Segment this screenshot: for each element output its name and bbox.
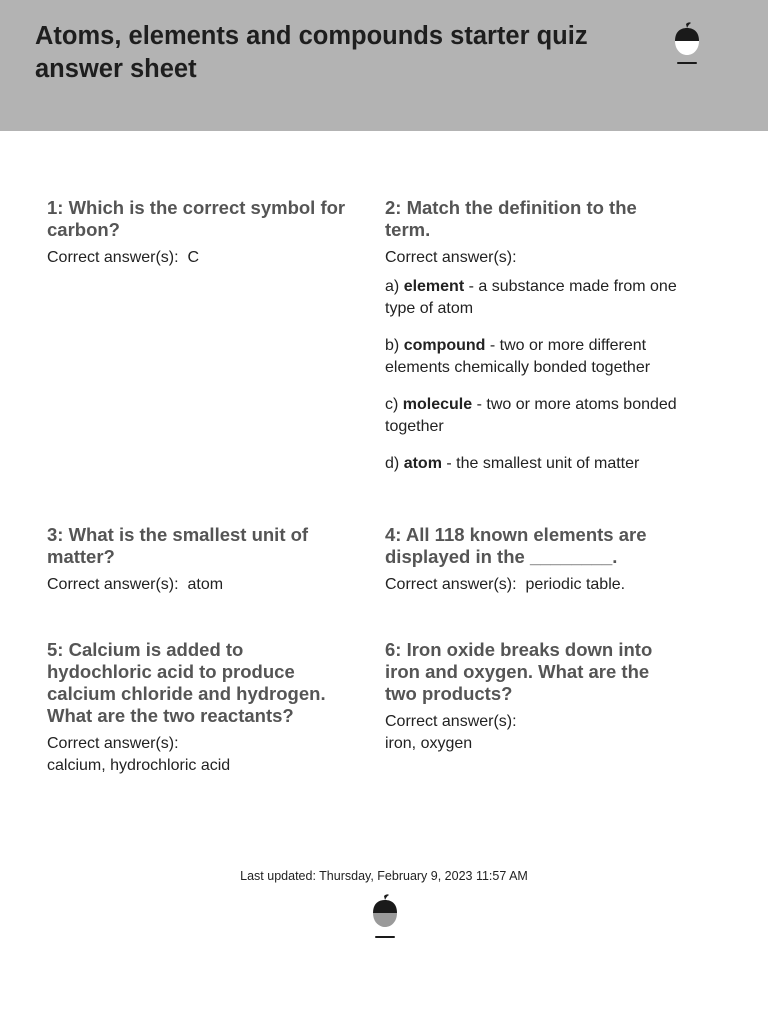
match-term: compound [403, 337, 486, 354]
answer-row [385, 574, 685, 596]
answer-label: Correct answer(s): [47, 249, 179, 266]
match-definition: - a substance made from one type of atom [385, 278, 677, 317]
match-letter: a) [385, 278, 400, 295]
question-1 [47, 197, 347, 269]
answer-label: Correct answer(s): [47, 735, 179, 752]
match-letter: b) [385, 337, 400, 354]
question-title: 6: Iron oxide breaks down into iron and oxygen. What are the two products? [385, 639, 653, 704]
answer-label: Correct answer(s): [385, 576, 517, 593]
question-6 [385, 639, 685, 755]
match-definition: - two or more different elements chemically bonded together [385, 337, 651, 376]
answer-label: Correct answer(s): [47, 576, 179, 593]
answer-value: C [187, 249, 200, 266]
answer-row [47, 247, 347, 269]
question-title: 1: Which is the correct symbol for carbon? [47, 197, 346, 240]
match-letter: d) [385, 455, 400, 472]
question-title: 4: All 118 known elements are displayed in the ________. [385, 524, 647, 567]
acorn-logo-icon [370, 893, 400, 939]
match-definition: - two or more atoms bonded together [385, 396, 677, 435]
match-item [385, 276, 685, 320]
match-term: element [403, 278, 465, 295]
answer-label: Correct answer(s): [385, 713, 517, 730]
acorn-logo-icon [672, 21, 702, 67]
answer-value: iron, oxygen [385, 735, 473, 752]
page-title: Atoms, elements and compounds starter quiz answer sheet [35, 22, 588, 83]
match-definition: - the smallest unit of matter [446, 455, 640, 472]
last-updated-text: Last updated: Thursday, February 9, 2023 11:57 AM [240, 869, 528, 883]
question-4 [385, 524, 685, 596]
question-title: 3: What is the smallest unit of matter? [47, 524, 309, 567]
answer-value: periodic table. [525, 576, 626, 593]
question-title: 2: Match the definition to the term. [385, 197, 637, 240]
answer-label: Correct answer(s): [385, 249, 517, 266]
question-3 [47, 524, 347, 596]
question-5 [47, 639, 352, 777]
match-item [385, 453, 685, 475]
match-term: atom [403, 455, 442, 472]
question-title: 5: Calcium is added to hydochloric acid to produce calcium chloride and hydrogen. What are the two reactants? [47, 639, 326, 726]
match-item [385, 394, 685, 438]
question-2 [385, 197, 685, 475]
header-banner [0, 0, 768, 131]
answer-row [47, 574, 347, 596]
match-item [385, 335, 685, 379]
answer-value: calcium, hydrochloric acid [47, 757, 231, 774]
match-term: molecule [402, 396, 473, 413]
answer-value: atom [187, 576, 224, 593]
match-letter: c) [385, 396, 399, 413]
